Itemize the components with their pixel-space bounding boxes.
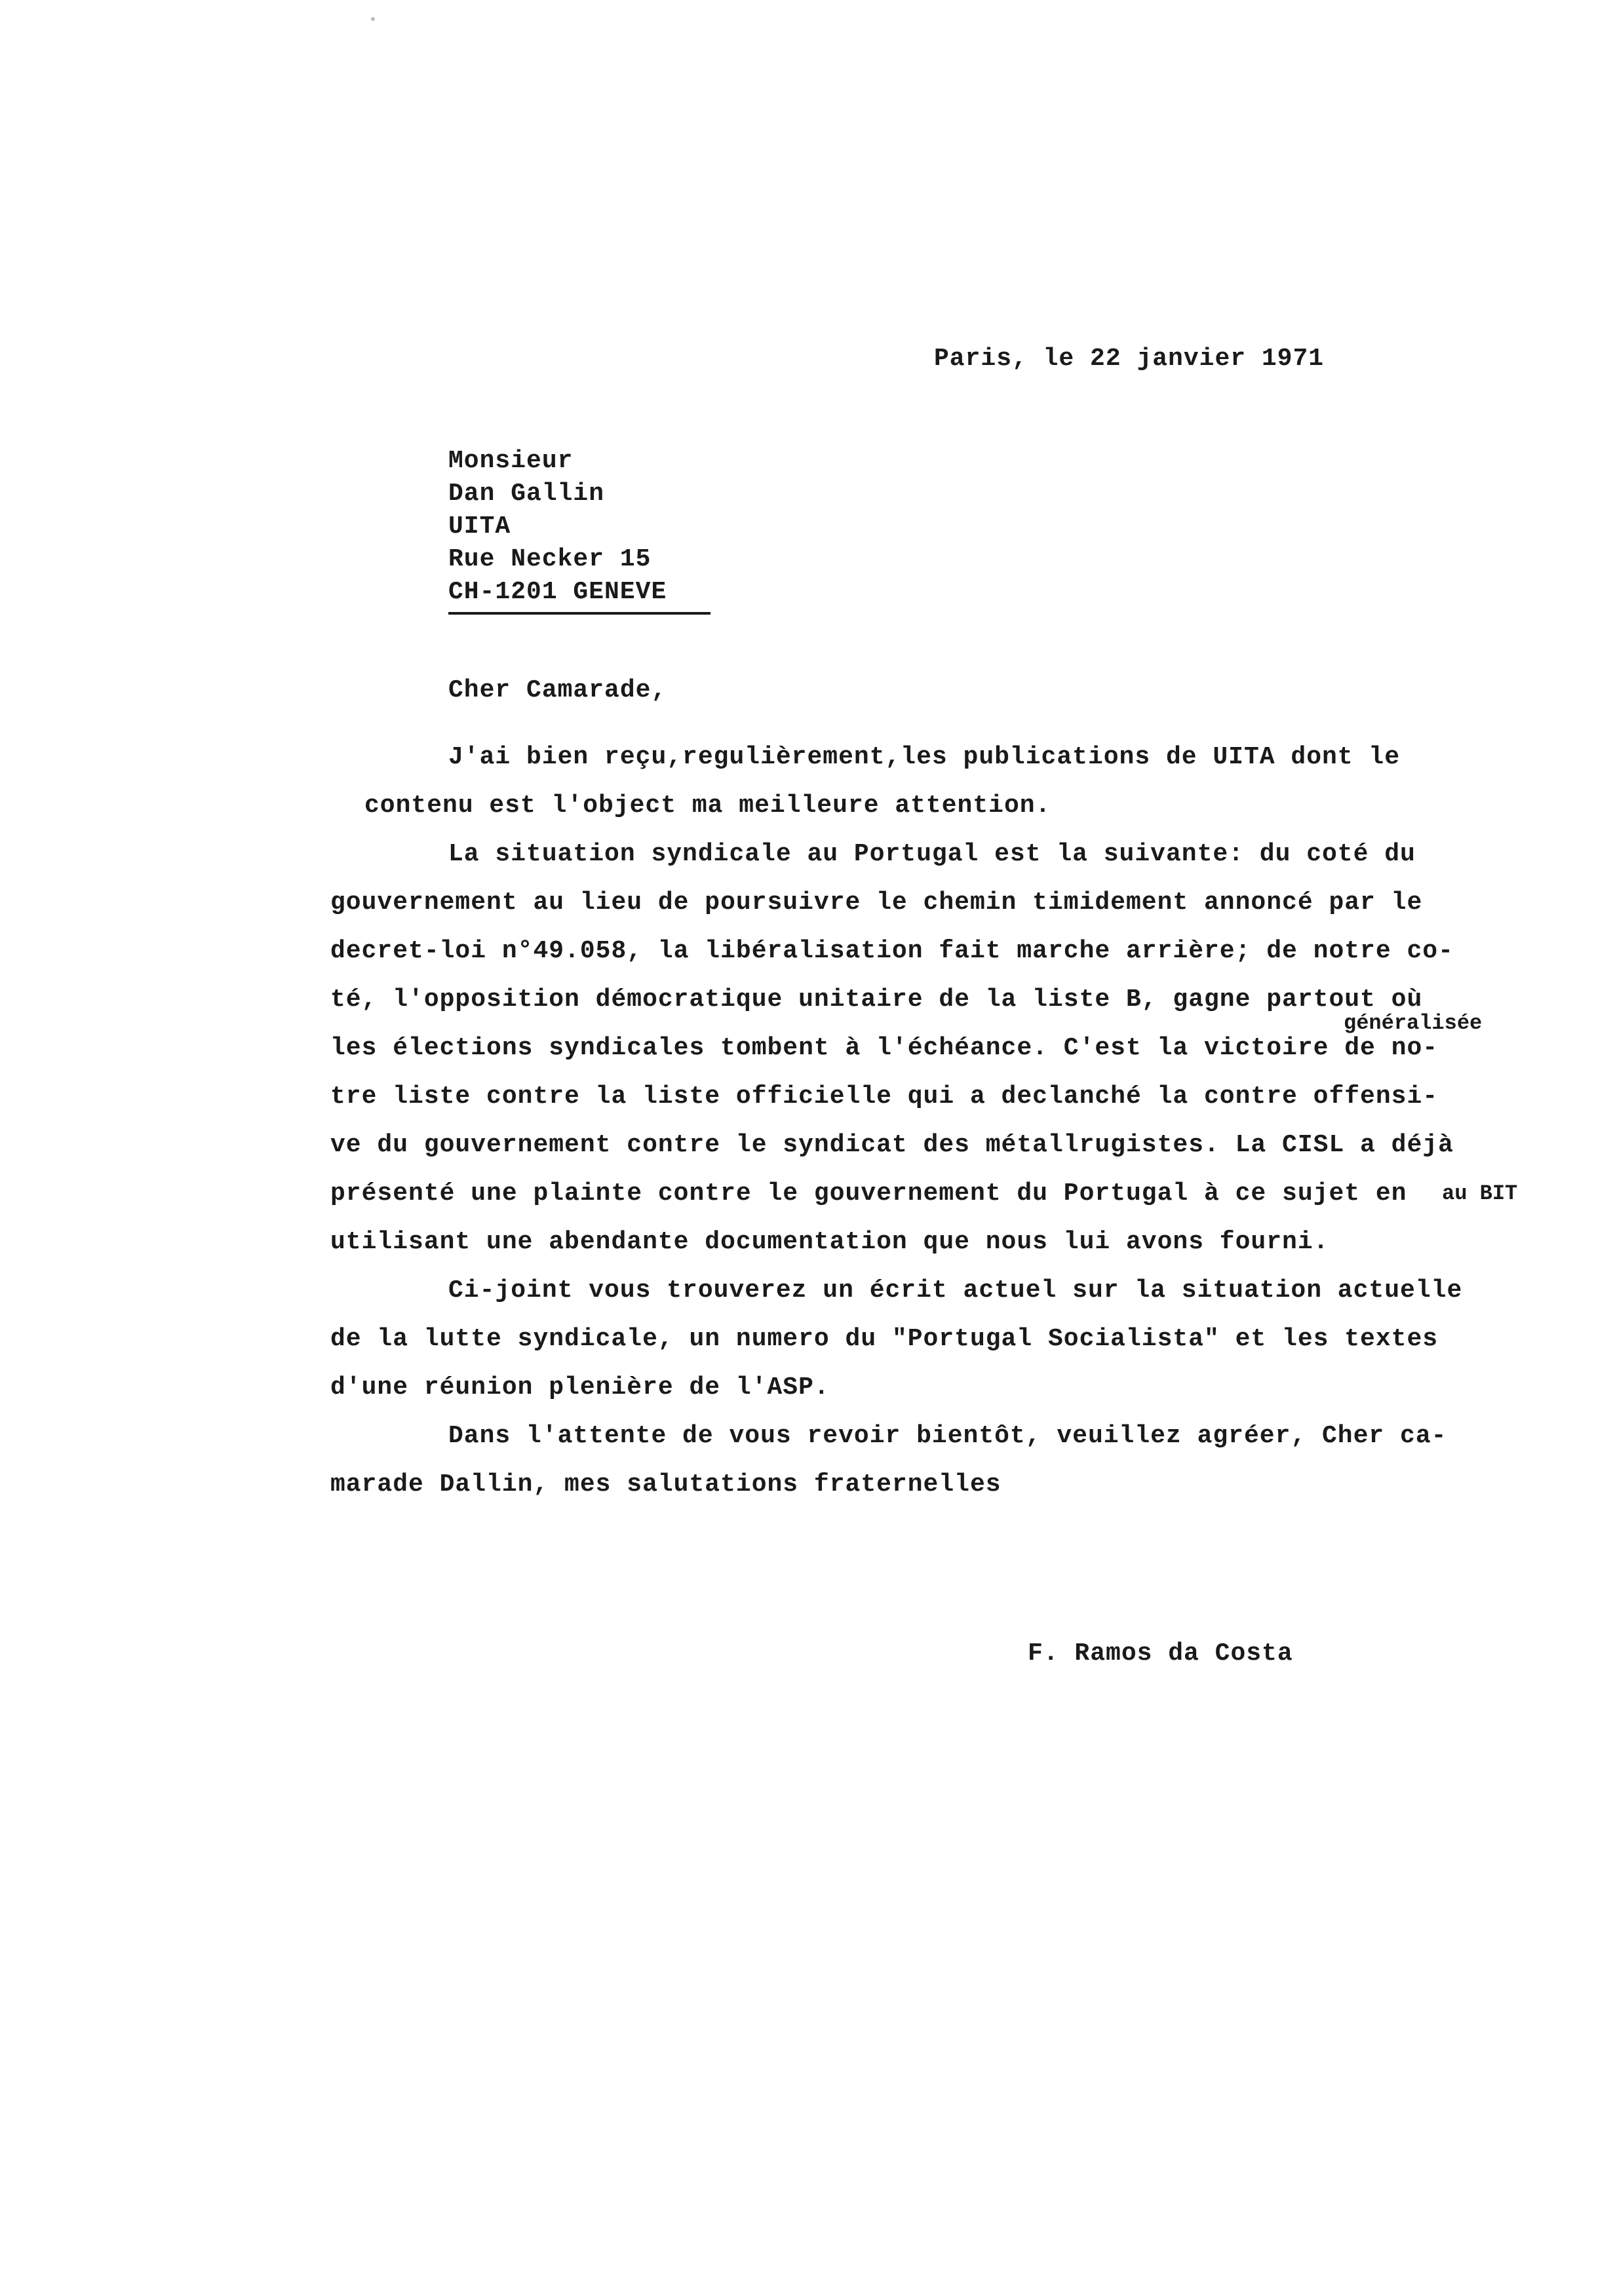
body-line: gouvernement au lieu de poursuivre le chemin timidement annoncé par le — [330, 889, 1423, 917]
recipient-organization: UITA — [448, 512, 511, 541]
recipient-title: Monsieur — [448, 447, 574, 475]
body-line: contenu est l'object ma meilleure attention. — [364, 792, 1051, 820]
recipient-street: Rue Necker 15 — [448, 545, 652, 573]
body-line: Ci-joint vous trouverez un écrit actuel sur la situation actuelle — [448, 1276, 1463, 1305]
paper-speck — [371, 17, 375, 21]
body-line: Dans l'attente de vous revoir bientôt, veuillez agréer, Cher ca- — [448, 1422, 1447, 1450]
body-line: ve du gouvernement contre le syndicat des métallrugistes. La CISL a déjà — [330, 1131, 1454, 1159]
body-line: d'une réunion plenière de l'ASP. — [330, 1373, 830, 1402]
salutation: Cher Camarade, — [448, 676, 667, 704]
body-line: té, l'opposition démocratique unitaire de la liste B, gagne partout où — [330, 985, 1423, 1014]
body-line: La situation syndicale au Portugal est la suivante: du coté du — [448, 840, 1416, 868]
recipient-name: Dan Gallin — [448, 480, 605, 508]
body-line: les élections syndicales tombent à l'échéance. C'est la victoire de no- — [330, 1034, 1439, 1062]
body-line: utilisant une abendante documentation que nous lui avons fourni. — [330, 1228, 1329, 1256]
signature: F. Ramos da Costa — [1028, 1639, 1293, 1668]
handwritten-insertion: généralisée — [1344, 1011, 1483, 1035]
address-underline — [448, 612, 710, 615]
body-line: tre liste contre la liste officielle qui a declanché la contre offensi- — [330, 1082, 1439, 1111]
body-line: marade Dallin, mes salutations fraternelles — [330, 1470, 1002, 1499]
letter-date: Paris, le 22 janvier 1971 — [934, 345, 1325, 373]
body-line: de la lutte syndicale, un numero du "Portugal Socialista" et les textes — [330, 1325, 1439, 1353]
recipient-city: CH-1201 GENEVE — [448, 578, 667, 606]
body-line: decret-loi n°49.058, la libéralisation fait marche arrière; de notre co- — [330, 937, 1454, 965]
body-line: présenté une plainte contre le gouvernement du Portugal à ce sujet en — [330, 1179, 1407, 1208]
handwritten-insertion: au BIT — [1442, 1181, 1518, 1206]
body-line: J'ai bien reçu,regulièrement,les publications de UITA dont le — [448, 743, 1401, 771]
